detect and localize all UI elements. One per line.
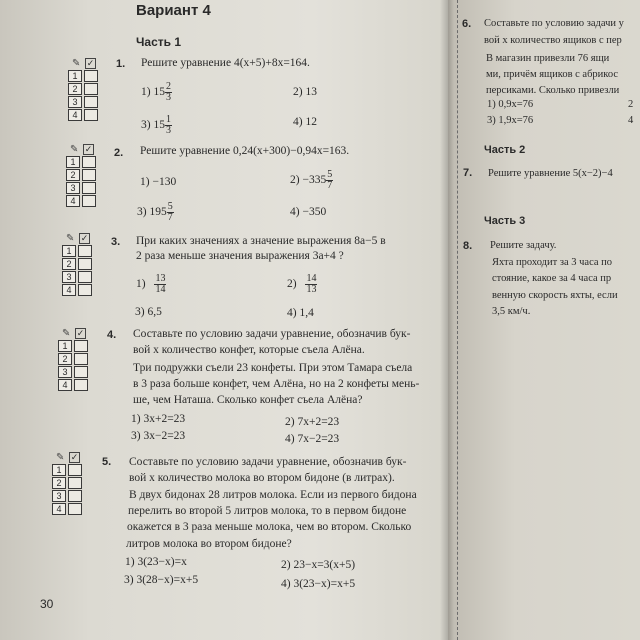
q1-option-2: 2) 13 <box>293 86 317 98</box>
q6-line-5: персиками. Сколько привезли <box>486 85 620 96</box>
answer-blank[interactable] <box>84 96 98 108</box>
part-3-heading: Часть 3 <box>484 215 526 227</box>
q5-line-6: литров молока во втором бидоне? <box>126 538 292 550</box>
q5-option-4: 4) 3(23−x)=x+5 <box>281 578 356 590</box>
q8-number: 8. <box>463 240 473 252</box>
answer-blank[interactable] <box>84 109 98 121</box>
denominator: 14 <box>155 284 166 295</box>
answer-blank[interactable] <box>78 284 92 296</box>
option-label: 3) <box>137 206 147 219</box>
q5-option-2: 2) 23−x=3(x+5) <box>281 559 356 571</box>
q5-line-3: В двух бидонах 28 литров молока. Если из первого бидона <box>129 489 417 501</box>
answer-blank[interactable] <box>82 169 96 181</box>
q6-line-1: Составьте по условию задачи у <box>484 18 624 29</box>
q6-option-1: 1) 0,9x=76 <box>487 99 534 110</box>
q5-line-2: вой x количество молока во втором бидоне (в литрах). <box>129 472 395 484</box>
option-label: 2) <box>287 278 297 291</box>
denominator: 3 <box>165 125 171 136</box>
fraction <box>154 274 166 295</box>
answer-cell: 2 <box>58 353 72 365</box>
answer-blank[interactable] <box>74 366 88 378</box>
answer-blank[interactable] <box>78 271 92 283</box>
checkbox-icon: ✓ <box>70 452 79 462</box>
option-label: 2) <box>290 174 300 187</box>
option-label: 1) <box>136 278 146 291</box>
q2-text: Решите уравнение 0,24(x+300)−0,94x=163. <box>140 145 350 157</box>
numerator: 5 <box>167 201 173 212</box>
q6-line-2: вой x количество ящиков с пер <box>484 35 622 46</box>
answer-blank[interactable] <box>74 379 88 391</box>
q8-line-3: венную скорость яхты, если <box>492 290 618 301</box>
answer-box-1 <box>68 58 100 121</box>
option-whole: 15 <box>153 119 165 132</box>
q4-option-3: 3) 3x−2=23 <box>131 430 186 442</box>
q5-option-1: 1) 3(23−x)=x <box>125 556 187 568</box>
q8-line-1: Яхта проходит за 3 часа по <box>492 257 613 268</box>
denominator: 13 <box>306 284 317 295</box>
option-whole: 15 <box>153 86 165 99</box>
q4-option-2: 2) 7x+2=23 <box>285 416 340 428</box>
pencil-icon: ✎ <box>66 233 75 244</box>
answer-blank[interactable] <box>82 156 96 168</box>
cut-line <box>457 0 458 640</box>
variant-title: Вариант 4 <box>136 2 211 19</box>
option-whole: −335 <box>302 174 327 187</box>
answer-blank[interactable] <box>84 70 98 82</box>
numerator: 13 <box>155 273 166 284</box>
denominator: 7 <box>327 180 333 191</box>
answer-cell: 4 <box>52 503 66 515</box>
answer-box-2 <box>66 144 98 207</box>
q4-option-4: 4) 7x−2=23 <box>285 433 340 445</box>
answer-box-4 <box>58 328 90 391</box>
q7-text: Решите уравнение 5(x−2)−4 <box>488 168 613 179</box>
q1-text: Решите уравнение 4(x+5)+8x=164. <box>141 57 310 69</box>
q4-option-1: 1) 3x+2=23 <box>131 413 186 425</box>
q5-line-1: Составьте по условию задачи уравнение, обозначив бук- <box>129 456 407 468</box>
q4-line-3: Три подружки съели 23 конфеты. При этом Тамара съела <box>133 362 413 374</box>
answer-cell: 2 <box>52 477 66 489</box>
answer-cell: 3 <box>66 182 80 194</box>
numerator: 5 <box>327 169 333 180</box>
answer-cell: 2 <box>68 83 82 95</box>
answer-cell: 1 <box>58 340 72 352</box>
answer-blank[interactable] <box>68 477 82 489</box>
answer-cell: 4 <box>58 379 72 391</box>
q8-line-4: 3,5 км/ч. <box>492 306 531 317</box>
numerator: 14 <box>306 273 317 284</box>
q6-option-4: 4 <box>628 115 634 126</box>
answer-cell: 2 <box>66 169 80 181</box>
numerator: 2 <box>165 81 171 92</box>
answer-blank[interactable] <box>74 340 88 352</box>
answer-blank[interactable] <box>84 83 98 95</box>
q2-option-1: 1) −130 <box>140 176 177 188</box>
numerator: 1 <box>165 114 171 125</box>
answer-box-3 <box>62 233 94 296</box>
q2-number: 2. <box>114 147 124 159</box>
answer-blank[interactable] <box>68 490 82 502</box>
q3-option-2 <box>287 274 317 295</box>
pencil-icon: ✎ <box>70 144 79 155</box>
fraction <box>305 274 317 295</box>
answer-cell: 4 <box>68 109 82 121</box>
denominator: 7 <box>167 212 173 223</box>
answer-cell: 1 <box>52 464 66 476</box>
q2-option-3 <box>137 202 174 223</box>
q4-line-1: Составьте по условию задачи уравнение, обозначив бук- <box>133 328 411 340</box>
q3-line-2: 2 раза меньше значения выражения 3a+4 ? <box>136 250 344 262</box>
fraction <box>167 202 174 223</box>
q4-number: 4. <box>107 329 117 341</box>
q1-option-1 <box>141 82 172 103</box>
option-label: 3) <box>141 119 151 132</box>
answer-cell: 3 <box>52 490 66 502</box>
answer-blank[interactable] <box>68 464 82 476</box>
answer-cell: 4 <box>62 284 76 296</box>
book-spine <box>440 0 454 640</box>
answer-cell: 4 <box>66 195 80 207</box>
q4-line-4: в 3 раза больше конфет, чем Алёна, но на 2 конфеты мень- <box>133 378 420 390</box>
option-label: 1) <box>141 86 151 99</box>
option-whole: 195 <box>149 206 167 219</box>
q4-line-5: ше, чем Наташа. Сколько конфет съела Алёна? <box>133 394 363 406</box>
q5-line-5: окажется в 3 раза меньше молока, чем во втором. Сколько <box>127 521 412 533</box>
answer-cell: 1 <box>68 70 82 82</box>
answer-box-5 <box>52 452 84 515</box>
answer-blank[interactable] <box>78 258 92 270</box>
checkbox-icon: ✓ <box>86 58 95 68</box>
q1-number: 1. <box>116 58 126 70</box>
answer-blank[interactable] <box>68 503 82 515</box>
pencil-icon: ✎ <box>56 452 65 463</box>
q6-option-2: 2 <box>628 99 634 110</box>
denominator: 3 <box>165 92 171 103</box>
q6-option-3: 3) 1,9x=76 <box>487 115 534 126</box>
q3-option-1 <box>136 274 166 295</box>
q6-line-3: В магазин привезли 76 ящи <box>486 53 610 64</box>
part-2-heading: Часть 2 <box>484 144 526 156</box>
q2-option-4: 4) −350 <box>290 206 327 218</box>
answer-blank[interactable] <box>82 195 96 207</box>
page-number: 30 <box>40 597 54 611</box>
q5-line-4: перелить во второй 5 литров молока, то в первом бидоне <box>128 505 407 517</box>
checkbox-icon: ✓ <box>76 328 85 338</box>
answer-cell: 3 <box>58 366 72 378</box>
checkbox-icon: ✓ <box>80 233 89 243</box>
q3-option-3: 3) 6,5 <box>135 306 162 318</box>
answer-blank[interactable] <box>78 245 92 257</box>
answer-cell: 3 <box>62 271 76 283</box>
q3-line-1: При каких значениях a значение выражения 8a−5 в <box>136 235 386 247</box>
q1-option-4: 4) 12 <box>293 116 317 128</box>
fraction <box>165 82 172 103</box>
answer-blank[interactable] <box>74 353 88 365</box>
fraction <box>165 115 172 136</box>
answer-cell: 1 <box>62 245 76 257</box>
pencil-icon: ✎ <box>62 328 71 339</box>
answer-cell: 3 <box>68 96 82 108</box>
q2-option-2 <box>290 170 333 191</box>
checkbox-icon: ✓ <box>84 144 93 154</box>
q3-number: 3. <box>111 236 121 248</box>
q8-title: Решите задачу. <box>490 240 557 251</box>
q3-option-4: 4) 1,4 <box>287 307 314 319</box>
q5-option-3: 3) 3(28−x)=x+5 <box>124 574 199 586</box>
q7-number: 7. <box>463 167 473 179</box>
q5-number: 5. <box>102 456 112 468</box>
answer-cell: 1 <box>66 156 80 168</box>
answer-cell: 2 <box>62 258 76 270</box>
part-1-heading: Часть 1 <box>136 35 182 49</box>
pencil-icon: ✎ <box>72 58 81 69</box>
q1-option-3 <box>141 115 172 136</box>
fraction <box>326 170 333 191</box>
q4-line-2: вой x количество конфет, которые съела Алёна. <box>133 344 365 356</box>
q6-line-4: ми, причём ящиков с абрикос <box>486 69 619 80</box>
answer-blank[interactable] <box>82 182 96 194</box>
q6-number: 6. <box>462 18 472 30</box>
q8-line-2: стояние, какое за 4 часа пр <box>492 273 612 284</box>
